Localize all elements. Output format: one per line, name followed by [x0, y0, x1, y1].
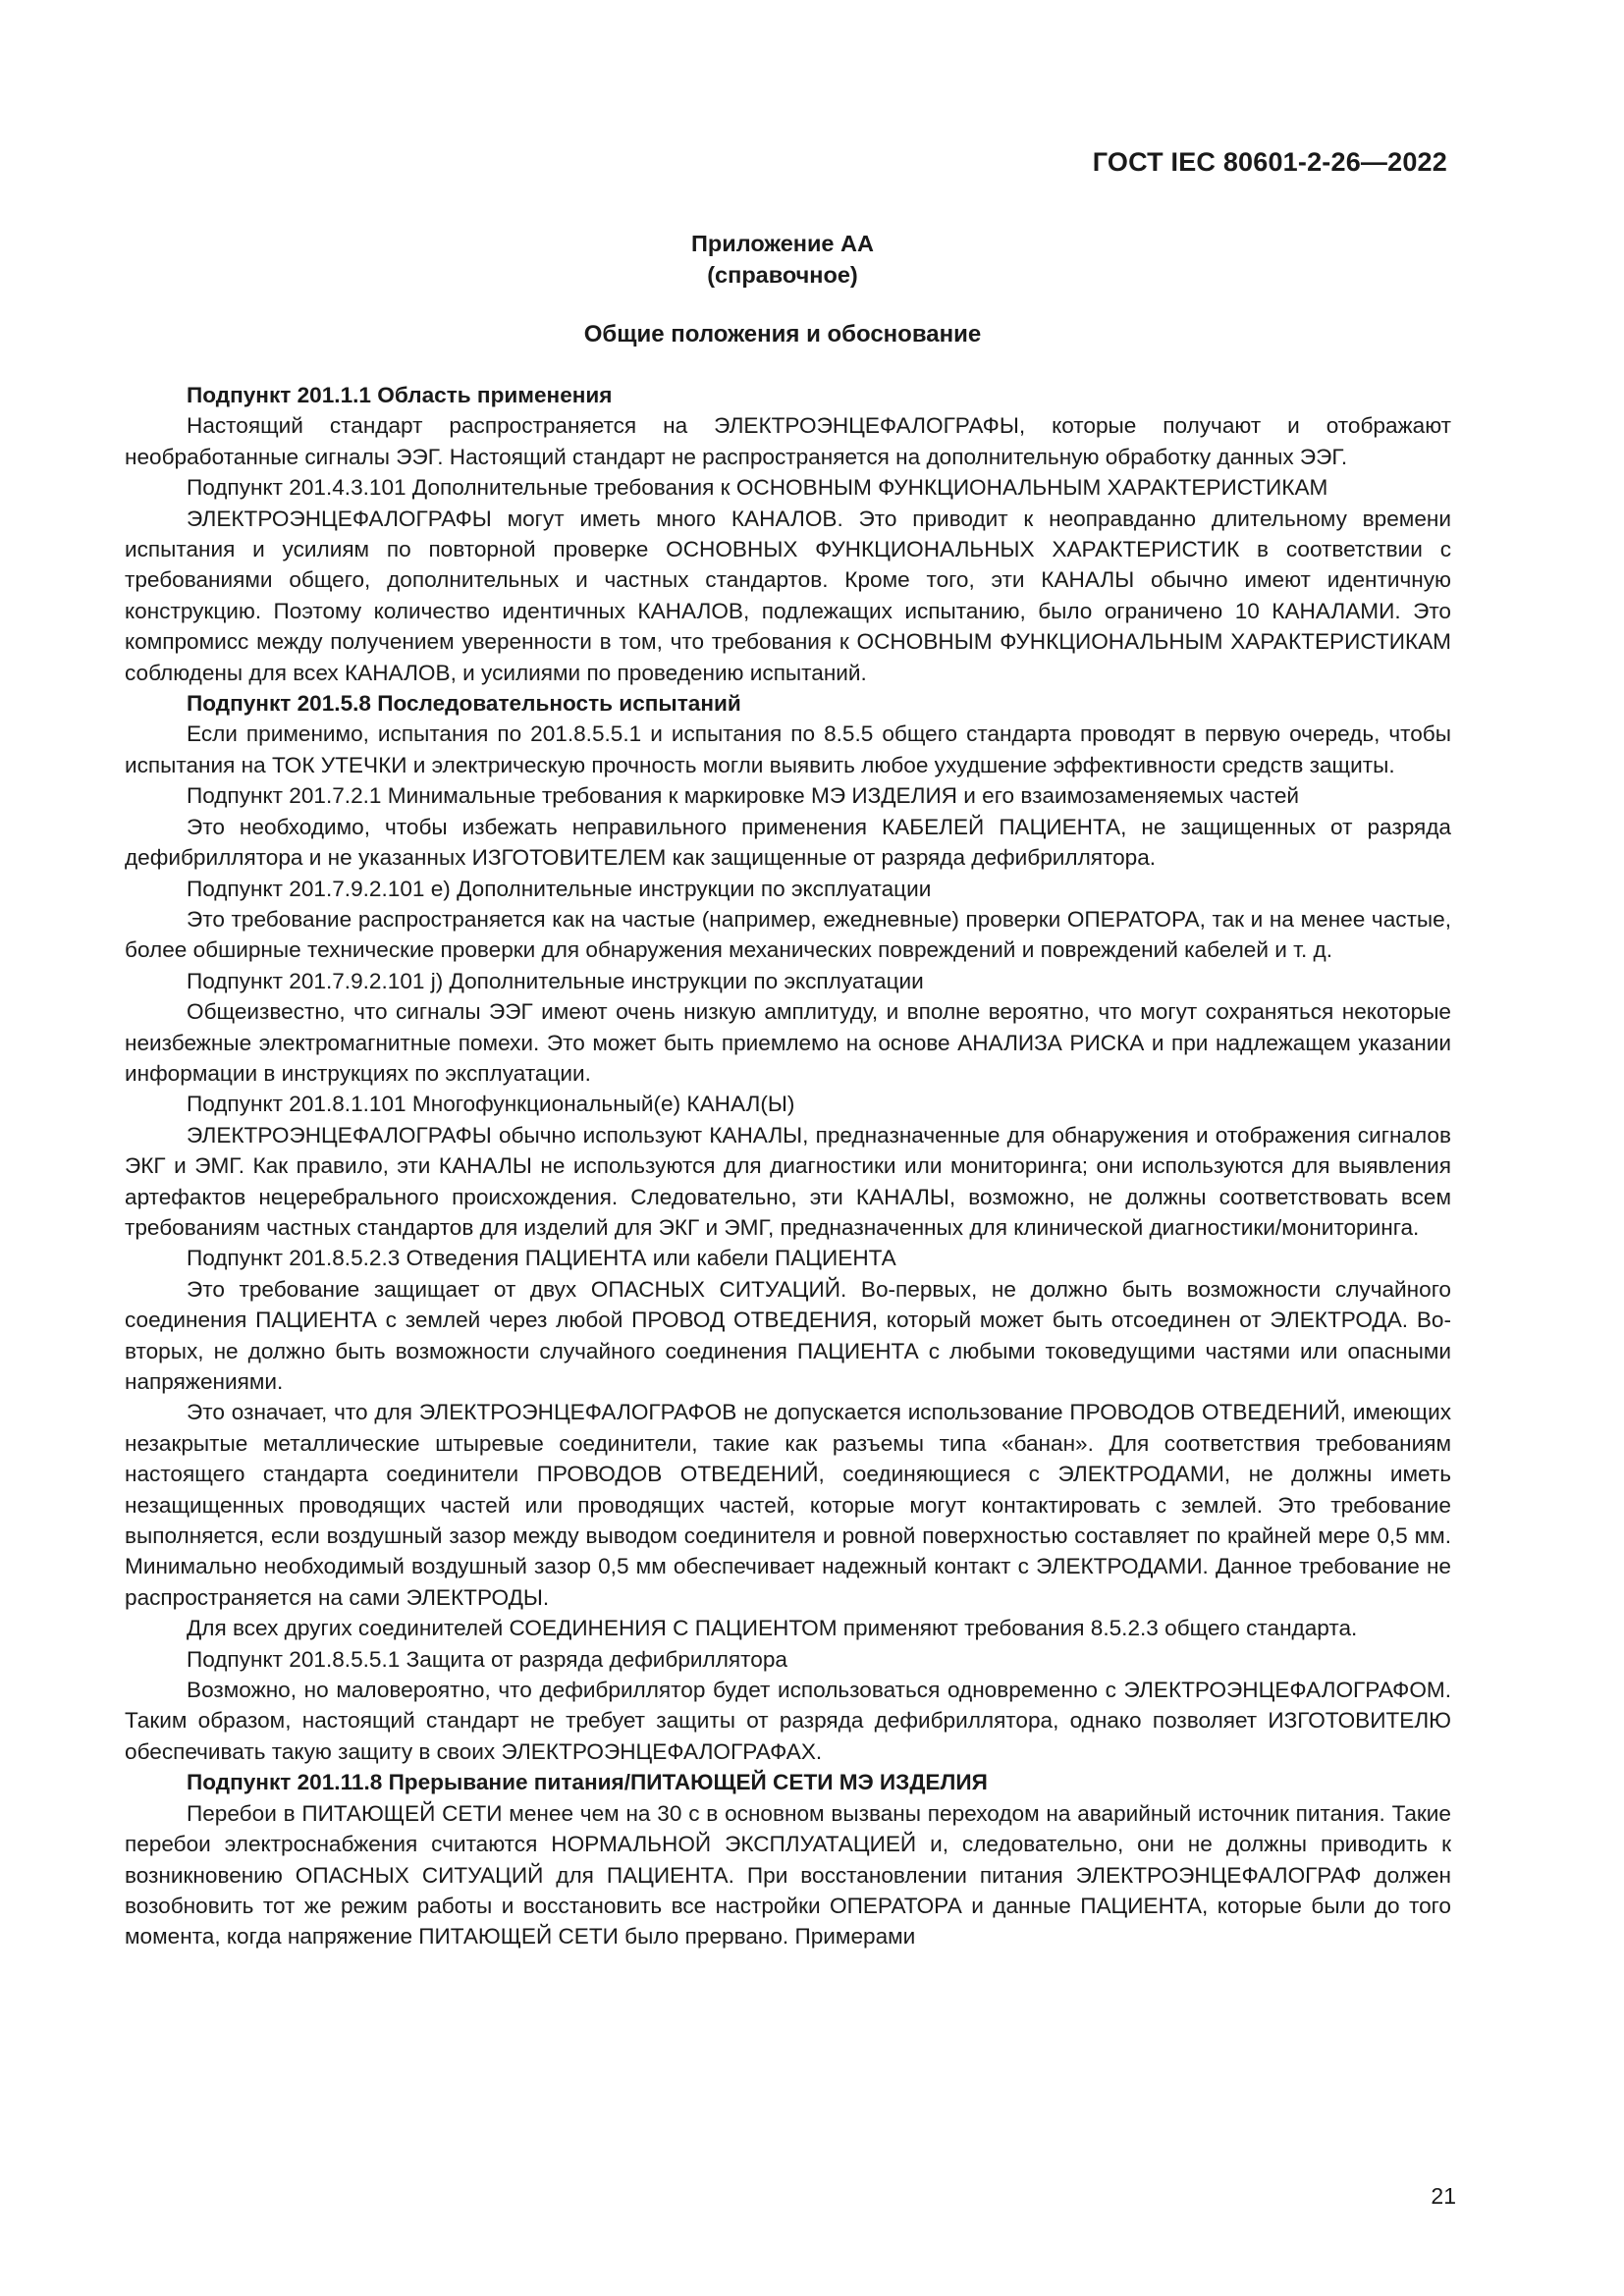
paragraph: Для всех других соединителей СОЕДИНЕНИЯ С ПАЦИЕНТОМ применяют требования 8.5.2.3 общего стандарта.: [187, 1616, 1358, 1641]
annex-title: Приложение АА: [691, 231, 874, 256]
subclause-heading: Подпункт 201.4.3.101 Дополнительные требования к ОСНОВНЫМ ФУНКЦИОНАЛЬНЫМ ХАРАКТЕРИСТИКАМ: [187, 475, 1328, 501]
subclause-heading: Подпункт 201.8.5.2.3 Отведения ПАЦИЕНТА или кабели ПАЦИЕНТА: [187, 1246, 896, 1271]
paragraph: Это требование защищает от двух ОПАСНЫХ СИТУАЦИЙ. Во-первых, не должно быть возможности случайного соединения ПАЦИЕНТА с землей через любой ПРОВОД ОТВЕДЕНИЯ, который может быть отсоединен от ЭЛЕКТРОДА. Во-вторых, не должно быть возможности случайного соединения ПАЦИЕНТА с любыми токоведущими частями или опасными напряжениями.: [125, 1276, 1451, 1394]
paragraph: Если применимо, испытания по 201.8.5.5.1 и испытания по 8.5.5 общего стандарта проводят в первую очередь, чтобы испытания на ТОК УТЕЧКИ и электрическую прочность могли выявить любое ухудшение эффективности средств защиты.: [125, 721, 1451, 777]
subclause-heading: Подпункт 201.8.1.101 Многофункциональный(е) КАНАЛ(Ы): [187, 1092, 795, 1117]
subclause-heading: Подпункт 201.7.9.2.101 е) Дополнительные инструкции по эксплуатации: [187, 876, 932, 901]
subclause-heading: Подпункт 201.1.1 Область применения: [187, 383, 613, 407]
paragraph: Это необходимо, чтобы избежать неправильного применения КАБЕЛЕЙ ПАЦИЕНТА, не защищенных от разряда дефибриллятора и не указанных ИЗГОТОВИТЕЛЕМ как защищенные от разряда дефибриллятора.: [125, 814, 1451, 871]
page-number: 21: [1431, 2183, 1456, 2209]
paragraph: ЭЛЕКТРОЭНЦЕФАЛОГРАФЫ обычно используют КАНАЛЫ, предназначенные для обнаружения и отображения сигналов ЭКГ и ЭМГ. Как правило, эти КАНАЛЫ не используются для диагностики или мониторинга; они используются для выявления артефактов нецеребрального происхождения. Следовательно, эти КАНАЛЫ, возможно, не должны соответствовать всем требованиям частных стандартов для изделий для ЭКГ и ЭМГ, предназначенных для клинической диагностики/мониторинга.: [125, 1122, 1451, 1240]
annex-heading: [0, 228, 1565, 291]
paragraph: Настоящий стандарт распространяется на ЭЛЕКТРОЭНЦЕФАЛОГРАФЫ, которые получают и отображают необработанные сигналы ЭЭГ. Настоящий стандарт не распространяется на дополнительную обработку данных ЭЭГ.: [125, 413, 1451, 469]
paragraph: Общеизвестно, что сигналы ЭЭГ имеют очень низкую амплитуду, и вполне вероятно, что могут сохраняться некоторые неизбежные электромагнитные помехи. Это может быть приемлемо на основе АНАЛИЗА РИСКА и при надлежащем указании информации в инструкциях по эксплуатации.: [125, 999, 1451, 1086]
subclause-heading: Подпункт 201.7.9.2.101 j) Дополнительные инструкции по эксплуатации: [187, 968, 924, 993]
paragraph: ЭЛЕКТРОЭНЦЕФАЛОГРАФЫ могут иметь много КАНАЛОВ. Это приводит к неоправданно длительному времени испытания и усилиям по повторной проверке ОСНОВНЫХ ФУНКЦИОНАЛЬНЫХ ХАРАКТЕРИСТИК в соответствии с требованиями общего, дополнительных и частных стандартов. Кроме того, эти КАНАЛЫ обычно имеют идентичную конструкцию. Поэтому количество идентичных КАНАЛОВ, подлежащих испытанию, было ограничено 10 КАНАЛАМИ. Это компромисс между получением уверенности в том, что требования к ОСНОВНЫМ ФУНКЦИОНАЛЬНЫМ ХАРАКТЕРИСТИКАМ соблюдены для всех КАНАЛОВ, и усилиями по проведению испытаний.: [125, 506, 1451, 685]
section-title: Общие положения и обоснование: [583, 321, 982, 347]
paragraph: Это означает, что для ЭЛЕКТРОЭНЦЕФАЛОГРАФОВ не допускается использование ПРОВОДОВ ОТВЕДЕНИЙ, имеющих незакрытые металлические штыревые соединители, такие как разъемы типа «банан». Для соответствия требованиям настоящего стандарта соединители ПРОВОДОВ ОТВЕДЕНИЙ, соединяющиеся с ЭЛЕКТРОДАМИ, не должны иметь незащищенных проводящих частей или проводящих частей, которые могут контактировать с землей. Это требование выполняется, если воздушный зазор между выводом соединителя и ровной поверхностью составляет по крайней мере 0,5 мм. Минимально необходимый воздушный зазор 0,5 мм обеспечивает надежный контакт с ЭЛЕКТРОДАМИ. Данное требование не распространяется на сами ЭЛЕКТРОДЫ.: [125, 1400, 1451, 1610]
paragraph: Возможно, но маловероятно, что дефибриллятор будет использоваться одновременно с ЭЛЕКТРОЭНЦЕФАЛОГРАФОМ. Таким образом, настоящий стандарт не требует защиты от разряда дефибриллятора, однако позволяет ИЗГОТОВИТЕЛЮ обеспечивать такую защиту в своих ЭЛЕКТРОЭНЦЕФАЛОГРАФАХ.: [125, 1678, 1451, 1764]
standard-code: ГОСТ IEC 80601-2-26—2022: [1092, 147, 1447, 177]
paragraph: Перебои в ПИТАЮЩЕЙ СЕТИ менее чем на 30 с в основном вызваны переходом на аварийный источник питания. Такие перебои электроснабжения считаются НОРМАЛЬНОЙ ЭКСПЛУАТАЦИЕЙ и, следовательно, они не должны приводить к возникновению ОПАСНЫХ СИТУАЦИЙ для ПАЦИЕНТА. При восстановлении питания ЭЛЕКТРОЭНЦЕФАЛОГРАФ должен возобновить тот же режим работы и восстановить все настройки ОПЕРАТОРА и данные ПАЦИЕНТА, которые были до того момента, когда напряжение ПИТАЮЩЕЙ СЕТИ было прервано. Примерами: [125, 1800, 1451, 1949]
subclause-heading: Подпункт 201.7.2.1 Минимальные требования к маркировке МЭ ИЗДЕЛИЯ и его взаимозаменяемых частей: [187, 783, 1300, 809]
subclause-heading: Подпункт 201.11.8 Прерывание питания/ПИТАЮЩЕЙ СЕТИ МЭ ИЗДЕЛИЯ: [187, 1770, 988, 1795]
subclause-heading: Подпункт 201.5.8 Последовательность испытаний: [187, 691, 741, 717]
annex-subtitle: (справочное): [707, 262, 858, 288]
subclause-heading: Подпункт 201.8.5.5.1 Защита от разряда дефибриллятора: [187, 1646, 787, 1672]
body-text: [125, 380, 1451, 1952]
paragraph: Это требование распространяется как на частые (например, ежедневные) проверки ОПЕРАТОРА, так и на менее частые, более обширные технические проверки для обнаружения механических повреждений и повреждений кабелей и т. д.: [125, 906, 1451, 963]
